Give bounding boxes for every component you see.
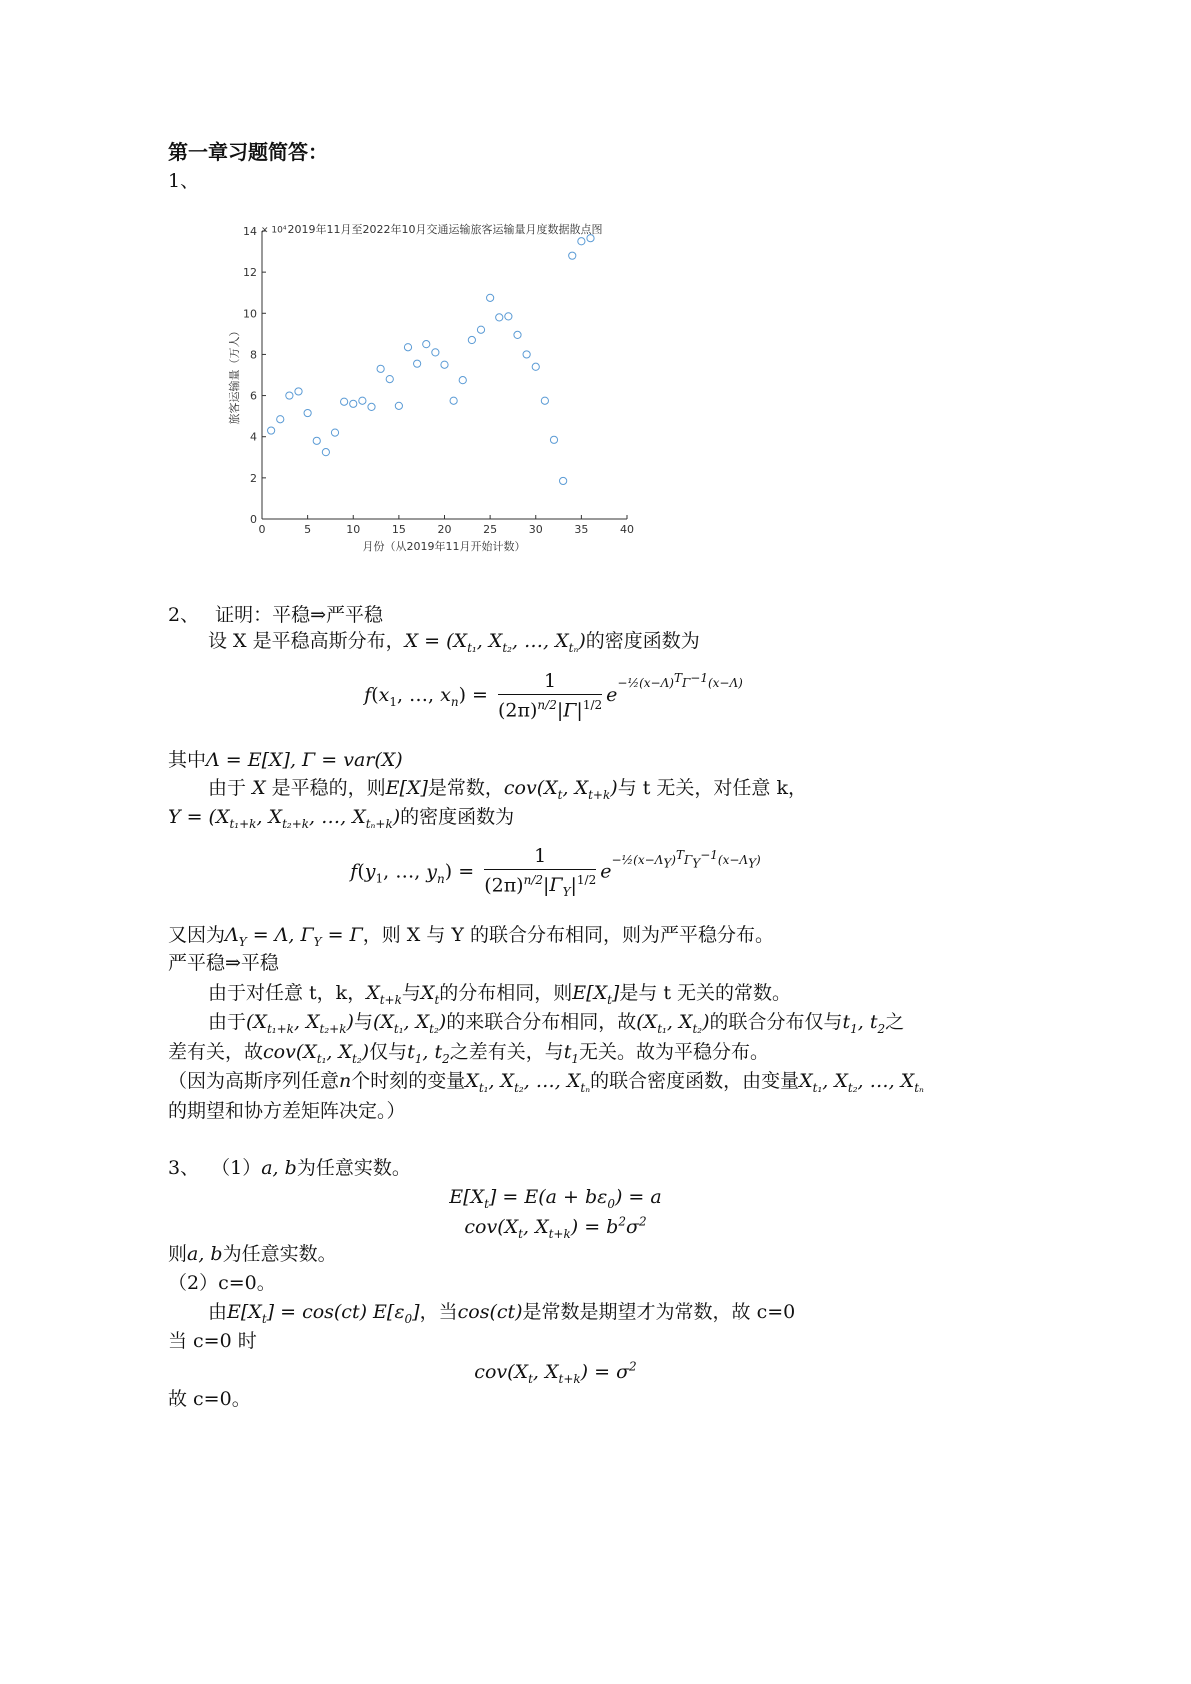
q2-p6b: 与 — [353, 1011, 373, 1033]
q2-p6c: 的来联合分布相同，故 — [446, 1011, 637, 1033]
x-tick-label: 10 — [346, 523, 361, 536]
q2-p6: 由于($X_{t_1+k}$, $X_{t_2+k}$)与($X_{t_1}$, $X_{t_2}$)的来联合分布相同，故($X_{t_1}$, $X_{t_2}$)的联合分布仅与$t_1$, $t_2$之 — [208, 1011, 905, 1036]
q3-conclude2: 故 c=0。 — [168, 1388, 251, 1410]
data-point — [468, 336, 475, 343]
q2-p6e: 之 — [885, 1011, 905, 1033]
q2-where — [168, 751, 403, 770]
q2-p2: 由于 X 是平稳的，则E[X]是常数，$cov(X_t$, $X_{t+k}$)与 t 无关，对任意 k， — [208, 777, 807, 802]
chart-title: 2019年11月至2022年10月交通运输旅客运输量月度数据散点图 — [287, 223, 603, 236]
q2-p8a: （因为高斯序列任意 — [168, 1070, 340, 1092]
data-point — [404, 344, 411, 351]
q2-p7c: 之差有关，与 — [449, 1041, 564, 1063]
data-point — [496, 314, 503, 321]
q3-p2: 当 c=0 时 — [168, 1330, 257, 1352]
q2-p2c: 是常数， — [427, 777, 504, 799]
y-tick-label: 6 — [250, 389, 257, 403]
y-tick-label: 4 — [250, 430, 257, 444]
x-tick-label: 40 — [620, 523, 634, 536]
q2-p1-end: 的密度函数为 — [585, 630, 700, 652]
chart-axes — [262, 231, 627, 519]
y-tick-label: 2 — [250, 471, 257, 485]
formula-expectation: $E[X_t] = E(a + b\varepsilon_0) = a$ — [449, 1186, 662, 1211]
y-tick-label: 14 — [243, 225, 257, 238]
q2-p2d: 与 t 无关，对任意 k， — [617, 777, 807, 799]
chart-points — [268, 235, 595, 485]
x-tick-label: 5 — [304, 523, 312, 536]
q2-where-text: 其中 — [168, 749, 207, 771]
q2-p2b: 是平稳的，则 — [271, 777, 386, 799]
data-point — [359, 397, 366, 404]
q2-p8b: 个时刻的变量 — [351, 1070, 466, 1092]
data-point — [569, 252, 576, 259]
heading: 第一章习题简答： — [168, 140, 328, 164]
q2-p7d: 无关。故为平稳分布。 — [579, 1041, 770, 1063]
q2-title-line — [168, 606, 383, 625]
data-point — [432, 349, 439, 356]
q3-line1: 3、 （1）a, b为任意实数。 — [168, 1157, 411, 1179]
data-point — [295, 388, 302, 395]
y-axis-label: 旅客运输量（万人） — [228, 325, 241, 425]
formula-density-y: $f(y_1$, …, $y_n$) = $\frac{1}{(2\pi)^{n/2}|\Gamma_Y|^{1/2}}$ $e^{-\frac{1}{2}(x-\Lambda_Y)^T\Gamma_Y^{-1}(x-\Lambda_Y)}$ — [350, 845, 761, 900]
y-multiplier: × 10⁴ — [261, 225, 287, 236]
x-tick-label: 20 — [437, 523, 452, 536]
q2-p8: （因为高斯序列任意n个时刻的变量$X_{t_1}$, $X_{t_2}$, …, $X_{t_n}$的联合密度函数，由变量$X_{t_1}$, $X_{t_2}$, …, $X_{t_n}$ — [168, 1070, 924, 1095]
q3-p1c: 是常数是期望才为常数，故 c=0 — [522, 1301, 796, 1323]
q2-label: 2、 — [168, 604, 200, 626]
y-tick-label: 0 — [250, 513, 257, 526]
data-point — [560, 477, 567, 484]
formula-lambda-gamma: Λ = E[X], Γ = var(X) — [206, 749, 403, 771]
y-tick-label: 8 — [250, 348, 257, 362]
data-point — [277, 416, 284, 423]
q2-p8c: 的联合密度函数，由变量 — [590, 1070, 800, 1092]
data-point — [514, 331, 521, 338]
data-point — [377, 365, 384, 372]
data-point — [550, 436, 557, 443]
data-point — [423, 341, 430, 348]
q2-p5c: 的分布相同，则 — [439, 982, 573, 1004]
scatter-chart — [230, 222, 650, 557]
data-point — [414, 360, 421, 367]
data-point — [341, 398, 348, 405]
data-point — [450, 397, 457, 404]
formula-covariance: $cov(X_t$, $X_{t+k}) = b^2\sigma^2$ — [464, 1215, 647, 1242]
q2-p5b: 与 — [401, 982, 421, 1004]
data-point — [368, 403, 375, 410]
data-point — [459, 377, 466, 384]
data-point — [532, 363, 539, 370]
formula-x-vector: $X = (X_{t_1}$, $X_{t_2}$, …, $X_{t_n}$) — [404, 630, 586, 655]
data-point — [487, 294, 494, 301]
data-point — [304, 409, 311, 416]
data-point — [505, 313, 512, 320]
data-point — [286, 392, 293, 399]
q2-p5a: 由于对任意 t，k， — [208, 982, 367, 1004]
q2-p7b: 仅与 — [369, 1041, 408, 1063]
data-point — [541, 397, 548, 404]
data-point — [268, 427, 275, 434]
q3-p1a: 由 — [208, 1301, 228, 1323]
data-point — [331, 429, 338, 436]
q2-p5: 由于对任意 t，k，$X_{t+k}$与$X_t$的分布相同，则$E[X_t]$是与 t 无关的常数。 — [208, 982, 792, 1007]
x-tick-label: 30 — [528, 523, 543, 536]
data-point — [386, 376, 393, 383]
formula-covariance-c0: $cov(X_t$, $X_{t+k}) = \sigma^2$ — [474, 1360, 637, 1387]
data-point — [322, 449, 329, 456]
q3-label: 3、 — [168, 1157, 200, 1179]
q2-p4: 又因为$\Lambda_Y = \Lambda$, $\Gamma_Y = \Gamma$，则 X 与 Y 的联合分布相同，则为严平稳分布。 — [168, 924, 774, 949]
x-tick-label: 25 — [483, 523, 498, 536]
y-tick-label: 10 — [243, 307, 257, 321]
data-point — [350, 400, 357, 407]
q2-p4b: ，则 X 与 Y 的联合分布相同，则为严平稳分布。 — [362, 924, 774, 946]
data-point — [313, 437, 320, 444]
q3-conclude-b: 为任意实数。 — [222, 1243, 337, 1265]
data-point — [578, 238, 585, 245]
q1-label: 1、 — [168, 170, 200, 192]
q3-p1: 由$E[X_t] = \cos(ct)$ $E[\varepsilon_0]$，当cos(ct)是常数是期望才为常数，故 c=0 — [208, 1301, 796, 1326]
q2-p2a: 由于 — [208, 777, 247, 799]
chart-ticks — [243, 225, 634, 536]
q2-p4a: 又因为 — [168, 924, 226, 946]
q3-part2: （2）c=0。 — [168, 1272, 276, 1294]
x-tick-label: 0 — [258, 523, 266, 536]
q3-p1b: ，当 — [419, 1301, 458, 1323]
q2-p1 — [208, 632, 700, 654]
data-point — [523, 351, 530, 358]
q2-p7: 差有关，故$cov(X_{t_1}$, $X_{t_2}$)仅与$t_1$, $t_2$之差有关，与$t_1$无关。故为平稳分布。 — [168, 1041, 770, 1066]
q2-p6d: 的联合分布仅与 — [709, 1011, 843, 1033]
x-tick-label: 35 — [574, 523, 589, 536]
data-point — [441, 361, 448, 368]
q2-p6a: 由于 — [208, 1011, 247, 1033]
q3-conclude-a: 则 — [168, 1243, 188, 1265]
q2-p5d: 是与 t 无关的常数。 — [619, 982, 792, 1004]
data-point — [477, 326, 484, 333]
q2-title: 证明：平稳⇒严平稳 — [215, 604, 384, 626]
x-tick-label: 15 — [391, 523, 406, 536]
q3-conclude1: 则a, b为任意实数。 — [168, 1243, 337, 1265]
q2-subtitle: 严平稳⇒平稳 — [168, 952, 279, 974]
q3-part1: （1） — [211, 1157, 262, 1179]
q3-part1-text: 为任意实数。 — [296, 1157, 411, 1179]
q2-p7a: 差有关，故 — [168, 1041, 264, 1063]
y-tick-label: 12 — [243, 266, 257, 280]
q2-p1-text: 设 X 是平稳高斯分布， — [208, 630, 405, 652]
q2-p3-end: 的密度函数为 — [400, 806, 515, 828]
x-axis-label: 月份（从2019年11月开始计数） — [362, 540, 526, 553]
formula-density-x: $f(x_1$, …, $x_n$) = $\frac{1}{(2\pi)^{n/2}|\Gamma|^{1/2}}$ $e^{-\frac{1}{2}(x-\Lambda)^T\Gamma^{-1}(x-\Lambda)}$ — [364, 670, 743, 722]
q2-p9: 的期望和协方差矩阵决定。） — [168, 1100, 406, 1122]
data-point — [395, 402, 402, 409]
q2-p3: $Y = (X_{t_1+k}$, $X_{t_2+k}$, …, $X_{t_n+k}$)的密度函数为 — [168, 806, 515, 831]
